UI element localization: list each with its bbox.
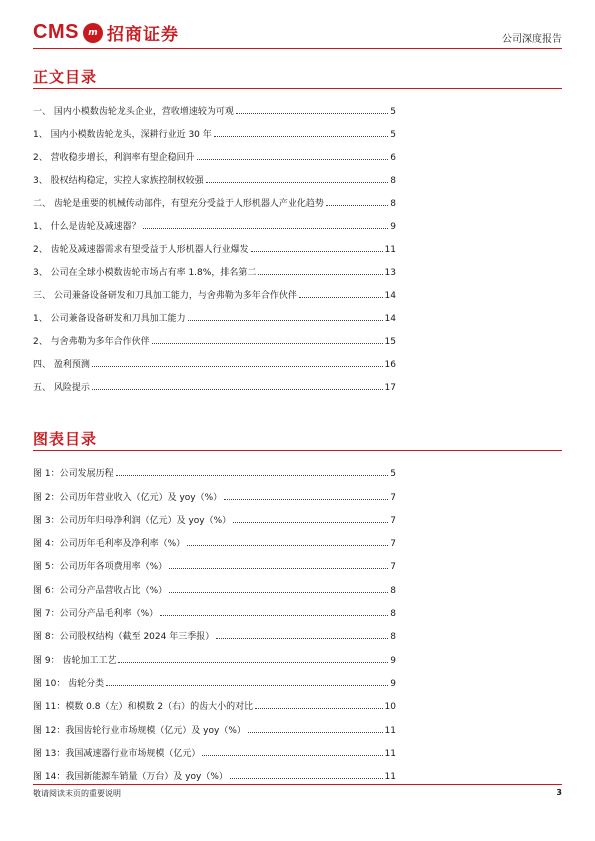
- toc-entry-page: 8: [390, 585, 396, 596]
- toc-leader-dots: [92, 366, 383, 367]
- toc-leader-dots: [233, 522, 388, 523]
- toc-entry-text: 图 14：我国新能源车销量（万台）及 yoy（%）: [33, 772, 228, 783]
- toc-leader-dots: [216, 638, 388, 639]
- toc-entry[interactable]: [33, 689, 396, 712]
- toc-entry-text: 1、 什么是齿轮及减速器？: [33, 222, 141, 232]
- toc-entry-page: 5: [390, 107, 396, 117]
- toc-entry-page: 15: [384, 337, 396, 347]
- toc-entry-page: 8: [390, 176, 396, 186]
- toc-entry-text: 3、 公司在全球小模数齿轮市场占有率 1.8%，排名第二: [33, 268, 257, 278]
- toc-entry-page: 9: [390, 655, 396, 666]
- toc-entry-page: 11: [384, 725, 396, 736]
- toc-entry-text: 图 12：我国齿轮行业市场规模（亿元）及 yoy（%）: [33, 725, 246, 736]
- toc-entry-text: 二、 齿轮是重要的机械传动部件，有望充分受益于人形机器人产业化趋势: [33, 199, 324, 209]
- report-type: 公司深度报告: [502, 34, 562, 45]
- toc-entry-text: 1、 国内小模数齿轮龙头，深耕行业近 30 年: [33, 130, 212, 140]
- toc-leader-dots: [255, 708, 382, 709]
- toc-entry-text: 图 11：模数 0.8（左）和模数 2（右）的齿大小的对比: [33, 702, 254, 713]
- toc-entry[interactable]: [33, 736, 396, 759]
- toc-entry[interactable]: [33, 572, 396, 595]
- footer-disclaimer: 敬请阅读末页的重要说明: [33, 789, 121, 798]
- figure-toc-title: 图表目录: [33, 430, 98, 448]
- toc-leader-dots: [258, 274, 382, 275]
- toc-leader-dots: [160, 615, 388, 616]
- toc-entry[interactable]: [33, 596, 396, 619]
- toc-leader-dots: [116, 475, 389, 476]
- toc-leader-dots: [169, 568, 388, 569]
- toc-entry-page: 16: [384, 360, 396, 370]
- toc-entry-page: 17: [384, 383, 396, 393]
- logo-mark-icon: m: [83, 23, 103, 43]
- toc-leader-dots: [214, 136, 389, 137]
- toc-entry[interactable]: [33, 619, 396, 642]
- toc-entry[interactable]: [33, 759, 396, 782]
- toc-entry[interactable]: [33, 301, 396, 324]
- toc-entry-text: 图 3：公司历年归母净利润（亿元）及 yoy（%）: [33, 515, 232, 526]
- toc-entry-text: 图 8：公司股权结构（截至 2024 年三季报）: [33, 632, 215, 643]
- toc-entry-page: 8: [390, 609, 396, 620]
- toc-entry-text: 图 4：公司历年毛利率及净利率（%）: [33, 539, 186, 550]
- toc-leader-dots: [230, 778, 383, 779]
- toc-entry-text: 图 9： 齿轮加工工艺: [33, 655, 117, 666]
- toc-leader-dots: [169, 592, 388, 593]
- text-toc-list: [33, 94, 396, 393]
- toc-entry[interactable]: [33, 642, 396, 665]
- logo-chinese: 招商证券: [106, 25, 179, 45]
- toc-leader-dots: [92, 389, 383, 390]
- figure-toc-divider: [33, 450, 562, 451]
- figure-toc-list: [33, 456, 396, 782]
- toc-leader-dots: [299, 297, 383, 298]
- toc-entry-page: 7: [390, 562, 396, 573]
- toc-entry[interactable]: [33, 503, 396, 526]
- toc-entry[interactable]: [33, 163, 396, 186]
- toc-entry[interactable]: [33, 456, 396, 479]
- toc-entry[interactable]: [33, 140, 396, 163]
- toc-leader-dots: [187, 545, 388, 546]
- toc-entry-text: 图 2：公司历年营业收入（亿元）及 yoy（%）: [33, 492, 223, 503]
- toc-entry-page: 13: [384, 268, 396, 278]
- toc-entry[interactable]: [33, 712, 396, 735]
- toc-leader-dots: [188, 320, 383, 321]
- toc-entry-page: 11: [384, 748, 396, 759]
- toc-entry-page: 14: [384, 291, 396, 301]
- toc-entry[interactable]: [33, 186, 396, 209]
- header-divider: [33, 48, 562, 49]
- toc-leader-dots: [326, 205, 388, 206]
- toc-entry-text: 3、 股权结构稳定，实控人家族控制权较强: [33, 176, 204, 186]
- toc-leader-dots: [202, 755, 382, 756]
- toc-entry-page: 8: [390, 632, 396, 643]
- toc-entry-text: 一、 国内小模数齿轮龙头企业，营收增速较为可观: [33, 107, 234, 117]
- toc-entry[interactable]: [33, 526, 396, 549]
- page-header: [0, 0, 595, 50]
- toc-entry-page: 7: [390, 492, 396, 503]
- toc-entry-text: 2、 齿轮及减速器需求有望受益于人形机器人行业爆发: [33, 245, 249, 255]
- toc-entry[interactable]: [33, 232, 396, 255]
- toc-entry-text: 1、 公司兼备设备研发和刀具加工能力: [33, 314, 186, 324]
- toc-entry[interactable]: [33, 278, 396, 301]
- toc-entry-text: 2、 营收稳步增长，利润率有望企稳回升: [33, 153, 195, 163]
- toc-entry[interactable]: [33, 209, 396, 232]
- toc-leader-dots: [206, 182, 389, 183]
- toc-entry[interactable]: [33, 370, 396, 393]
- toc-entry[interactable]: [33, 94, 396, 117]
- toc-entry-page: 8: [390, 199, 396, 209]
- toc-entry-text: 五、 风险提示: [33, 383, 90, 393]
- toc-entry-text: 2、 与舍弗勒为多年合作伙伴: [33, 337, 150, 347]
- toc-entry-page: 9: [390, 222, 396, 232]
- toc-entry[interactable]: [33, 549, 396, 572]
- toc-leader-dots: [152, 343, 383, 344]
- toc-leader-dots: [197, 159, 389, 160]
- toc-entry-text: 四、 盈利预测: [33, 360, 90, 370]
- toc-entry-page: 5: [390, 130, 396, 140]
- toc-entry-page: 11: [384, 245, 396, 255]
- toc-entry-page: 9: [390, 678, 396, 689]
- toc-entry[interactable]: [33, 324, 396, 347]
- company-logo: [33, 20, 179, 45]
- toc-leader-dots: [106, 685, 388, 686]
- toc-entry-text: 图 13：我国减速器行业市场规模（亿元）: [33, 748, 201, 759]
- toc-entry-text: 三、 公司兼备设备研发和刀具加工能力，与舍弗勒为多年合作伙伴: [33, 291, 297, 301]
- toc-entry-page: 14: [384, 314, 396, 324]
- toc-entry-text: 图 6：公司分产品营收占比（%）: [33, 585, 168, 596]
- toc-leader-dots: [118, 662, 388, 663]
- toc-entry-text: 图 5：公司历年各项费用率（%）: [33, 562, 168, 573]
- toc-entry[interactable]: [33, 347, 396, 370]
- toc-leader-dots: [224, 499, 388, 500]
- toc-entry-page: 6: [390, 153, 396, 163]
- footer-divider: [33, 784, 562, 785]
- toc-entry-text: 图 7：公司分产品毛利率（%）: [33, 609, 159, 620]
- toc-leader-dots: [236, 113, 388, 114]
- toc-entry-page: 7: [390, 539, 396, 550]
- text-toc-title: 正文目录: [33, 68, 98, 86]
- toc-entry[interactable]: [33, 479, 396, 502]
- toc-entry[interactable]: [33, 255, 396, 278]
- logo-latin: CMS: [33, 21, 79, 43]
- toc-entry-text: 图 10： 齿轮分类: [33, 678, 105, 689]
- toc-leader-dots: [248, 732, 383, 733]
- toc-entry-page: 11: [384, 772, 396, 783]
- toc-entry[interactable]: [33, 117, 396, 140]
- toc-entry-page: 5: [390, 469, 396, 480]
- text-toc-divider: [33, 88, 562, 89]
- toc-leader-dots: [251, 251, 383, 252]
- toc-entry-text: 图 1：公司发展历程: [33, 469, 114, 480]
- toc-entry-page: 10: [384, 702, 396, 713]
- toc-entry-page: 7: [390, 515, 396, 526]
- toc-leader-dots: [143, 228, 389, 229]
- page-number: 3: [556, 788, 562, 797]
- toc-entry[interactable]: [33, 666, 396, 689]
